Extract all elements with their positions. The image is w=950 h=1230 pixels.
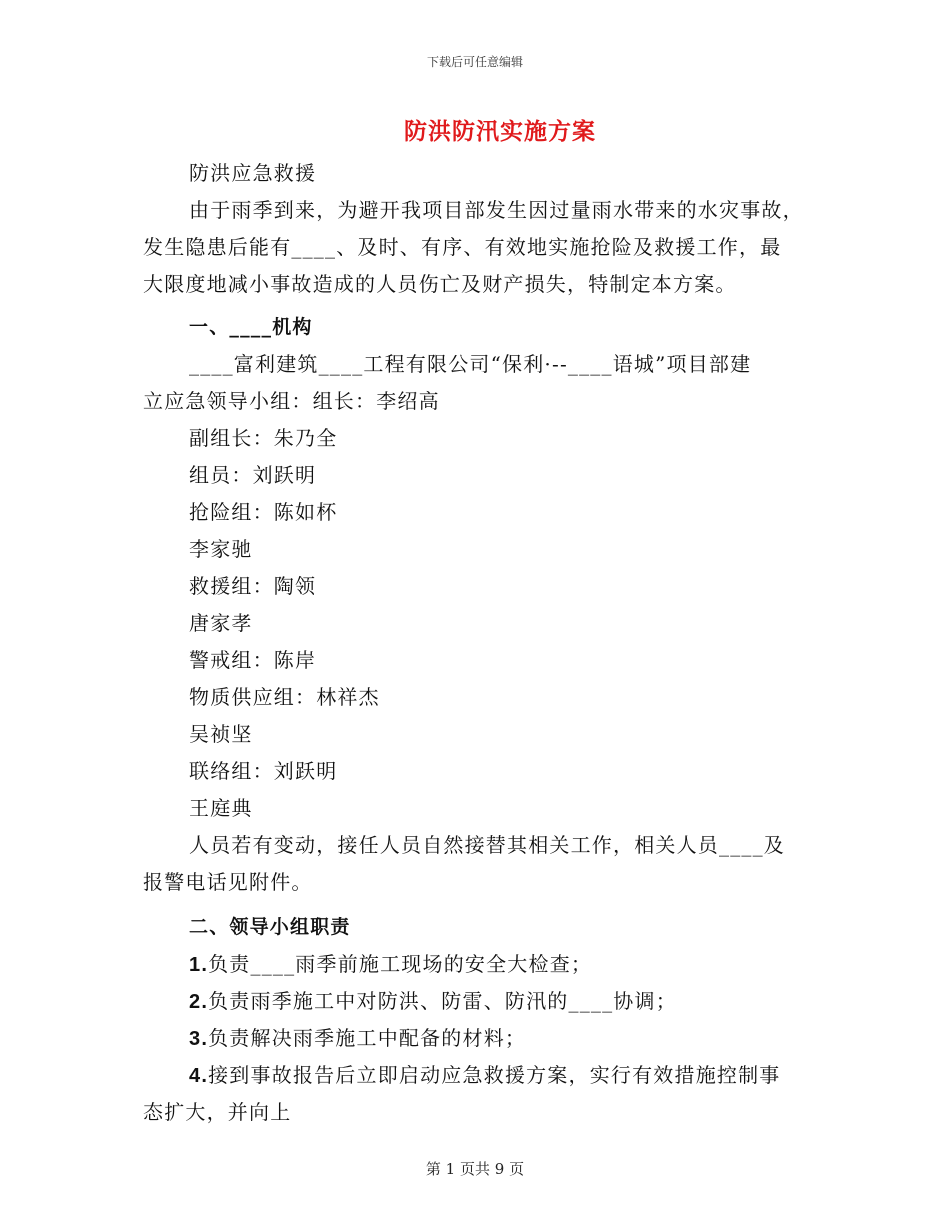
member-line: 联络组：刘跃明 [189,759,338,783]
duty-item [143,983,808,1020]
member-line: 副组长：朱乃全 [189,426,338,450]
duty-number: 4. [189,1065,209,1087]
member-line: 唐家孝 [189,611,253,635]
section-heading-organization: 一、____机构 [189,316,313,338]
intro-paragraph-line: 发生隐患后能有____、及时、有序、有效地实施抢险及救援工作，最 [143,235,782,259]
intro-paragraph-line: 大限度地减小事故造成的人员伤亡及财产损失，特制定本方案。 [143,272,737,296]
member-line: 警戒组：陈岸 [189,648,317,672]
intro-paragraph-line: 由于雨季到来，为避开我项目部发生因过量雨水带来的水灾事故， [189,198,804,222]
member-line: 物质供应组：林祥杰 [189,685,380,709]
duty-number: 1. [189,954,209,976]
duty-item-continued: 态扩大，并向上 [143,1100,292,1124]
change-note-line: 报警电话见附件。 [143,870,313,894]
duty-item [143,1057,808,1094]
org-paragraph-line: 立应急领导小组：组长：李绍高 [143,389,440,413]
duty-number: 3. [189,1028,209,1050]
duty-text: 负责解决雨季施工中配备的材料； [208,1026,527,1050]
duty-text: 负责____雨季前施工现场的安全大检查； [208,952,593,976]
org-paragraph-line: ____富利建筑____工程有限公司“保利·--____语城”项目部建 [189,352,752,376]
duty-text: 接到事故报告后立即启动应急救援方案，实行有效措施控制事 [208,1063,781,1087]
change-note-line: 人员若有变动，接任人员自然接替其相关工作，相关人员____及 [189,833,785,857]
member-line: 救援组：陶领 [189,574,317,598]
page-number-footer: 第 1 页共 9 页 [425,1160,525,1178]
member-line: 吴祯坚 [189,722,253,746]
member-line: 王庭典 [189,796,253,820]
subtitle: 防洪应急救援 [189,161,317,185]
page-header-note: 下载后可任意编辑 [426,55,523,69]
document-body [143,155,808,1131]
member-line: 抢险组：陈如杯 [189,500,338,524]
member-line: 李家驰 [189,537,253,561]
member-line: 组员：刘跃明 [189,463,317,487]
duty-number: 2. [189,991,209,1013]
duty-item [143,1020,808,1057]
document-title: 防洪防汛实施方案 [404,118,596,145]
duty-text: 负责雨季施工中对防洪、防雷、防汛的____协调； [208,989,677,1013]
duty-item [143,946,808,983]
section-heading-duties: 二、领导小组职责 [189,916,351,938]
